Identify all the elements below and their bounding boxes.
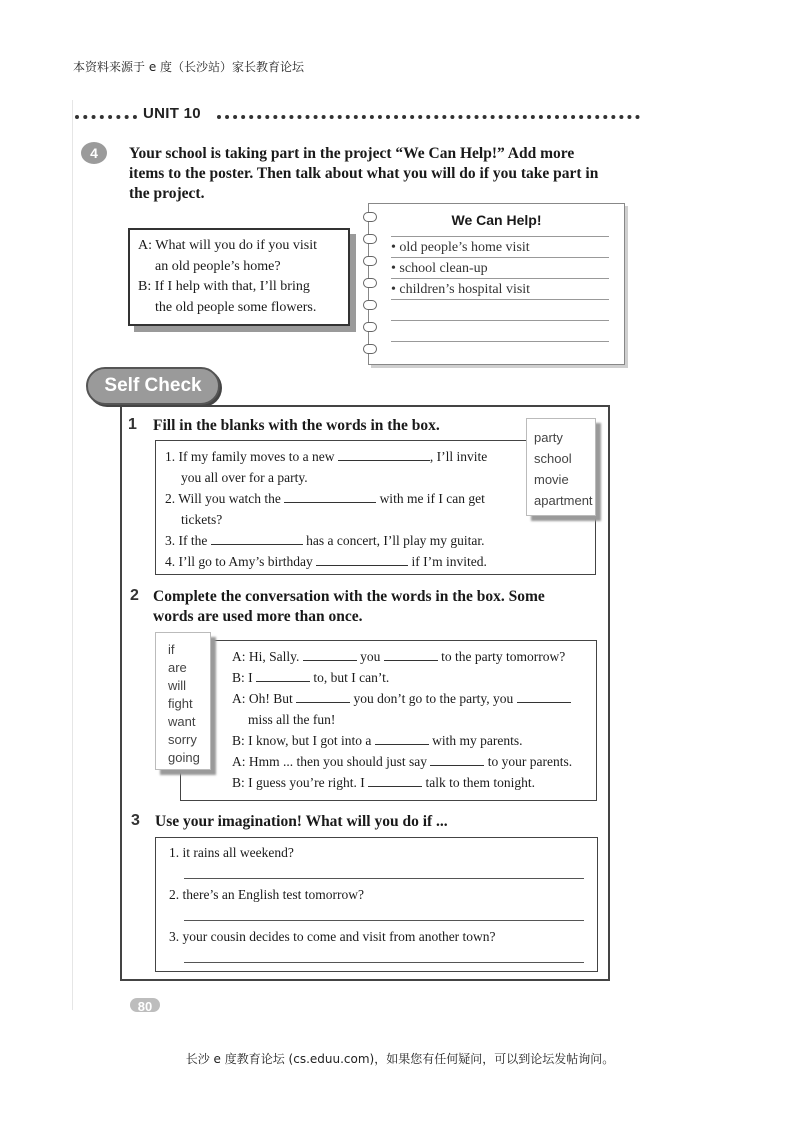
self-check-badge: Self Check <box>86 367 220 405</box>
answer-line[interactable] <box>184 878 584 879</box>
spiral-ring-icon <box>363 278 377 288</box>
ex1-item: 3. If the has a concert, I’ll play my guitar. <box>165 533 485 548</box>
footer-note: 长沙 e 度教育论坛 (cs.eduu.com)，如果您有任何疑问，可以到论坛发帖询问。 <box>185 1052 615 1066</box>
blank-field[interactable] <box>517 701 571 703</box>
ex1-item: 2. Will you watch the with me if I can get <box>165 491 485 506</box>
task4-instruction-line: Your school is taking part in the project “We Can Help!” Add more <box>129 145 575 162</box>
unit-label: UNIT 10 <box>143 105 201 122</box>
word-option: if <box>168 642 175 657</box>
ex1-item: 4. I’ll go to Amy’s birthday if I’m invited. <box>165 554 487 569</box>
ex2-instruction <box>153 587 593 627</box>
task4-instruction <box>129 144 639 204</box>
blank-field[interactable] <box>303 659 357 661</box>
dialog-line: B: If I help with that, I’ll bring <box>138 279 310 294</box>
we-can-help-poster <box>368 203 625 365</box>
blank-field[interactable] <box>211 543 303 545</box>
dialog-line: the old people some flowers. <box>155 299 317 315</box>
conversation-line: B: I to, but I can’t. <box>232 670 390 685</box>
ex2-word-box <box>155 632 211 770</box>
ex2-number: 2 <box>130 587 139 604</box>
word-option: are <box>168 660 187 675</box>
ex3-number: 3 <box>131 812 140 829</box>
ex1-item: you all over for a party. <box>181 470 308 485</box>
task4-instruction-line: the project. <box>129 185 205 202</box>
page-margin-rule <box>72 100 73 1010</box>
word-option: fight <box>168 696 193 711</box>
word-option: school <box>534 451 572 466</box>
word-option: want <box>168 714 196 729</box>
poster-item: • old people’s home visit <box>391 237 609 258</box>
poster-title: We Can Help! <box>451 212 542 228</box>
conversation-line: A: Hmm ... then you should just say to your parents. <box>232 754 573 769</box>
dialog-line: an old people’s home? <box>155 258 281 274</box>
dialog-line: A: What will you do if you visit <box>138 238 318 253</box>
spiral-ring-icon <box>363 322 377 332</box>
spiral-ring-icon <box>363 234 377 244</box>
ex2-instruction-line: words are used more than once. <box>153 608 363 625</box>
ex3-question: 3. your cousin decides to come and visit from another town? <box>169 929 496 944</box>
blank-field[interactable] <box>256 680 310 682</box>
dotted-rule-left <box>75 115 137 119</box>
task-number-badge: 4 <box>81 142 107 164</box>
word-option: apartment <box>534 493 593 508</box>
poster-empty-line <box>391 300 609 321</box>
ex1-word-box <box>526 418 596 516</box>
task4-instruction-line: items to the poster. Then talk about what you will do if you take part in <box>129 165 599 182</box>
blank-field[interactable] <box>316 564 408 566</box>
ex2-instruction-line: Complete the conversation with the words in the box. Some <box>153 588 545 605</box>
word-option: sorry <box>168 732 197 747</box>
ex3-instruction: Use your imagination! What will you do if ... <box>155 813 448 830</box>
blank-field[interactable] <box>338 459 430 461</box>
poster-item: • school clean-up <box>391 258 609 279</box>
conversation-line: A: Hi, Sally. you to the party tomorrow? <box>232 649 566 664</box>
conversation-line: B: I know, but I got into a with my parents. <box>232 733 523 748</box>
spiral-ring-icon <box>363 300 377 310</box>
ex1-item: 1. If my family moves to a new , I’ll invite <box>165 449 488 464</box>
spiral-ring-icon <box>363 256 377 266</box>
poster-rule <box>391 216 609 237</box>
ex1-items <box>165 446 525 572</box>
conversation-line: A: Oh! But you don’t go to the party, you <box>232 688 592 709</box>
ex1-item: tickets? <box>181 512 223 527</box>
conversation-line: B: I guess you’re right. I talk to them tonight. <box>232 775 535 790</box>
blank-field[interactable] <box>284 501 376 503</box>
blank-field[interactable] <box>384 659 438 661</box>
ex3-question: 2. there’s an English test tomorrow? <box>169 887 364 902</box>
blank-field[interactable] <box>296 701 350 703</box>
ex1-instruction: Fill in the blanks with the words in the box. <box>153 417 440 434</box>
ex1-number: 1 <box>128 416 137 433</box>
poster-item: • children’s hospital visit <box>391 279 609 300</box>
dotted-rule-right <box>217 115 640 119</box>
spiral-ring-icon <box>363 344 377 354</box>
source-note: 本资料来源于 e 度（长沙站）家长教育论坛 <box>73 60 305 74</box>
blank-field[interactable] <box>368 785 422 787</box>
word-option: party <box>534 430 563 445</box>
poster-empty-line <box>391 321 609 342</box>
conversation-line: miss all the fun! <box>248 712 336 727</box>
page-number: 80 <box>130 998 160 1012</box>
answer-line[interactable] <box>184 920 584 921</box>
ex2-conversation <box>232 646 592 793</box>
answer-line[interactable] <box>184 962 584 963</box>
word-option: will <box>168 678 187 693</box>
word-option: movie <box>534 472 569 487</box>
example-dialog-box <box>128 228 350 326</box>
word-option: going <box>168 750 200 765</box>
ex3-question: 1. it rains all weekend? <box>169 845 294 860</box>
blank-field[interactable] <box>430 764 484 766</box>
blank-field[interactable] <box>375 743 429 745</box>
